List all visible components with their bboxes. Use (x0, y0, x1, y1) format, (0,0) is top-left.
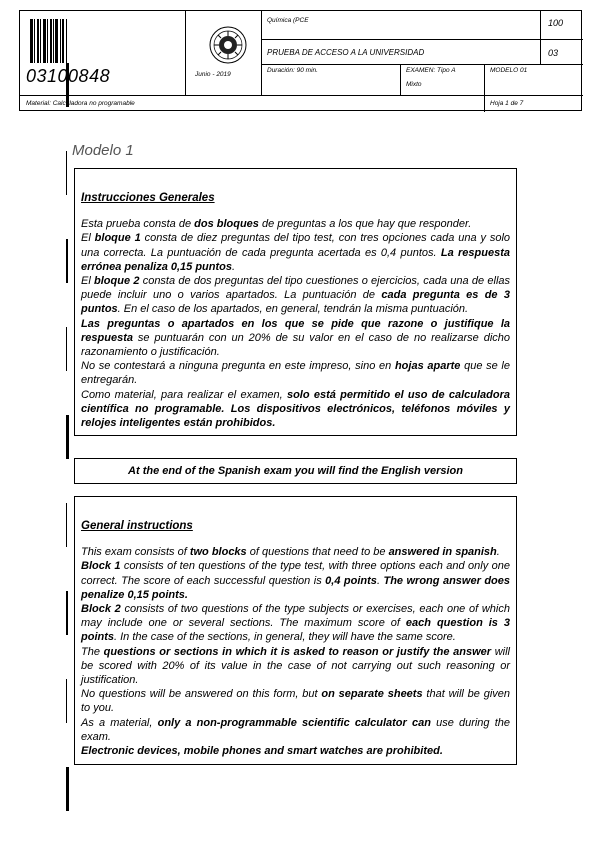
exam-header (19, 10, 582, 111)
spanish-instructions-box (74, 168, 517, 436)
exam-date: Junio - 2019 (195, 71, 231, 78)
english-paragraph-2: Block 1 consists of ten questions of the type test, with three options each and only one correct. The score of each successful question is 0,4 points. The wrong answer does penalize 0,15 points. (81, 560, 511, 601)
model-title: Modelo 1 (72, 142, 134, 159)
english-version-banner (74, 458, 517, 484)
spanish-instructions-title: Instrucciones Generales (81, 192, 215, 204)
spanish-paragraph-3: El bloque 2 consta de dos preguntas del tipo cuestiones o ejercicios, cada una de ellas puede incluir uno o varios apartados. La puntuación de cada pregunta es de 3 puntos. En el caso de los apartados, en general, tendrán la misma puntuación. (81, 275, 511, 316)
english-instructions-box (74, 496, 517, 765)
exam-type-value: Mixto (406, 81, 422, 88)
exam-type-label: EXAMEN: Tipo A (406, 67, 456, 74)
english-paragraph-5: No questions will be answered on this form, but on separate sheets that will be given to you. (81, 688, 511, 715)
spanish-paragraph-1: Esta prueba consta de dos bloques de preguntas a los que hay que responder. (81, 218, 472, 231)
english-paragraph-4: The questions or sections in which it is asked to reason or justify the answer will be scored with 20% of its value in the case of not carrying out such reasoning or justification. (81, 645, 510, 687)
page-number: Hoja 1 de 7 (490, 100, 524, 107)
barcode-number: 03100848 (26, 66, 111, 86)
spanish-paragraph-2: El bloque 1 consta de diez preguntas del tipo test, con tres opciones cada una y solo una correcta. La puntuación de cada pregunta acertada es 0,4 puntos. La respuesta errónea penaliza 0,15 puntos. (81, 232, 510, 273)
subject-name: Química (PCE (267, 17, 309, 24)
english-paragraph-7: Electronic devices, mobile phones and smart watches are prohibited. (81, 745, 443, 758)
exam-duration: Duración: 90 min. (267, 67, 318, 74)
barcode (30, 19, 170, 63)
spanish-paragraph-4: Las preguntas o apartados en los que se pide que razone o justifique la respuesta se puntuarán con un 20% de su valor en el caso de no realizarse dicho razonamiento o justificación. (81, 317, 510, 359)
university-seal-icon (208, 25, 248, 65)
exam-title: PRUEBA DE ACCESO A LA UNIVERSIDAD (267, 48, 425, 57)
exam-model: MODELO 01 (490, 67, 528, 74)
english-paragraph-3: Block 2 consists of two questions of the type subjects or exercises, each one of which may include one or several sections. The maximum score of each question is 3 points. In the case of the sections, in general, they will have the same score. (81, 603, 510, 644)
english-paragraph-6: As a material, only a non-programmable scientific calculator can use during the exam. (81, 716, 510, 743)
english-instructions-title: General instructions (81, 520, 193, 532)
spanish-paragraph-6: Como material, para realizar el examen, solo está permitido el uso de calculadora científica no programable. Los dispositivos electrónicos, teléfonos móviles y relojes inteligentes están prohibidos. (81, 388, 510, 430)
subject-code: 100 (548, 18, 564, 28)
english-paragraph-1: This exam consists of two blocks of questions that need to be answered in spanish. (81, 546, 500, 559)
spanish-paragraph-5: No se contestará a ninguna pregunta en este impreso, sino en hojas aparte que se le entregarán. (81, 360, 510, 387)
exam-code: 03 (548, 48, 559, 58)
allowed-material: Material: Calculadora no programable (26, 100, 135, 107)
english-version-note: At the end of the Spanish exam you will find the English version (128, 465, 463, 477)
